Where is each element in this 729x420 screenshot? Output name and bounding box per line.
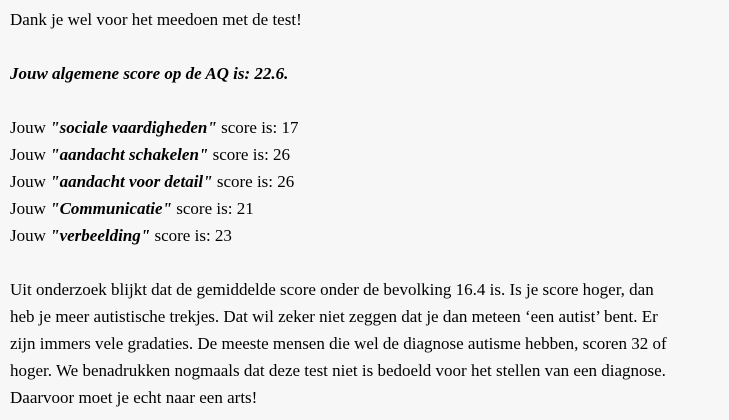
subscore-line-communicatie xyxy=(10,195,721,222)
subscore-value: 26 xyxy=(277,172,295,191)
subscore-prefix: Jouw xyxy=(10,118,51,137)
explanation-line: Daarvoor moet je echt naar een arts! xyxy=(10,388,258,407)
subscore-line-verbeelding xyxy=(10,222,721,249)
subscore-line-aandacht-schakelen xyxy=(10,141,721,168)
subscore-label: score is: xyxy=(172,199,237,218)
subscore-value: 23 xyxy=(214,226,232,245)
thanks-message: Dank je wel voor het meedoen met de test! xyxy=(10,10,302,29)
subscore-value: 21 xyxy=(236,199,254,218)
subscore-line-sociale-vaardigheden xyxy=(10,114,721,141)
explanation-line: zijn immers vele gradaties. De meeste mensen die wel de diagnose autisme hebben, scoren 32 of xyxy=(10,334,667,353)
subscore-category: "verbeelding" xyxy=(50,226,151,245)
subscore-label: score is: xyxy=(216,118,282,137)
subscore-label: score is: xyxy=(150,226,215,245)
subscore-line-aandacht-voor-detail xyxy=(10,168,721,195)
overall-score-line: Jouw algemene score op de AQ is: 22.6. xyxy=(10,64,289,83)
explanation-line: hoger. We benadrukken nogmaals dat deze test niet is bedoeld voor het stellen van een diagnose. xyxy=(10,361,666,380)
explanation-line: heb je meer autistische trekjes. Dat wil zeker niet zeggen dat je dan meteen ‘een autist’ bent. Er xyxy=(10,307,658,326)
explanation-paragraph xyxy=(10,276,721,411)
subscore-label: score is: xyxy=(208,145,274,164)
subscore-value: 26 xyxy=(273,145,291,164)
subscore-prefix: Jouw xyxy=(10,226,51,245)
subscore-category: "aandacht voor detail" xyxy=(50,172,213,191)
subscore-category: "Communicatie" xyxy=(50,199,172,218)
subscore-label: score is: xyxy=(212,172,278,191)
subscore-prefix: Jouw xyxy=(10,199,51,218)
subscore-prefix: Jouw xyxy=(10,145,51,164)
explanation-line: Uit onderzoek blijkt dat de gemiddelde score onder de bevolking 16.4 is. Is je score hoger, dan xyxy=(10,280,654,299)
subscore-category: "aandacht schakelen" xyxy=(50,145,209,164)
subscores-list xyxy=(10,114,721,249)
subscore-value: 17 xyxy=(281,118,299,137)
subscore-prefix: Jouw xyxy=(10,172,51,191)
subscore-category: "sociale vaardigheden" xyxy=(50,118,217,137)
